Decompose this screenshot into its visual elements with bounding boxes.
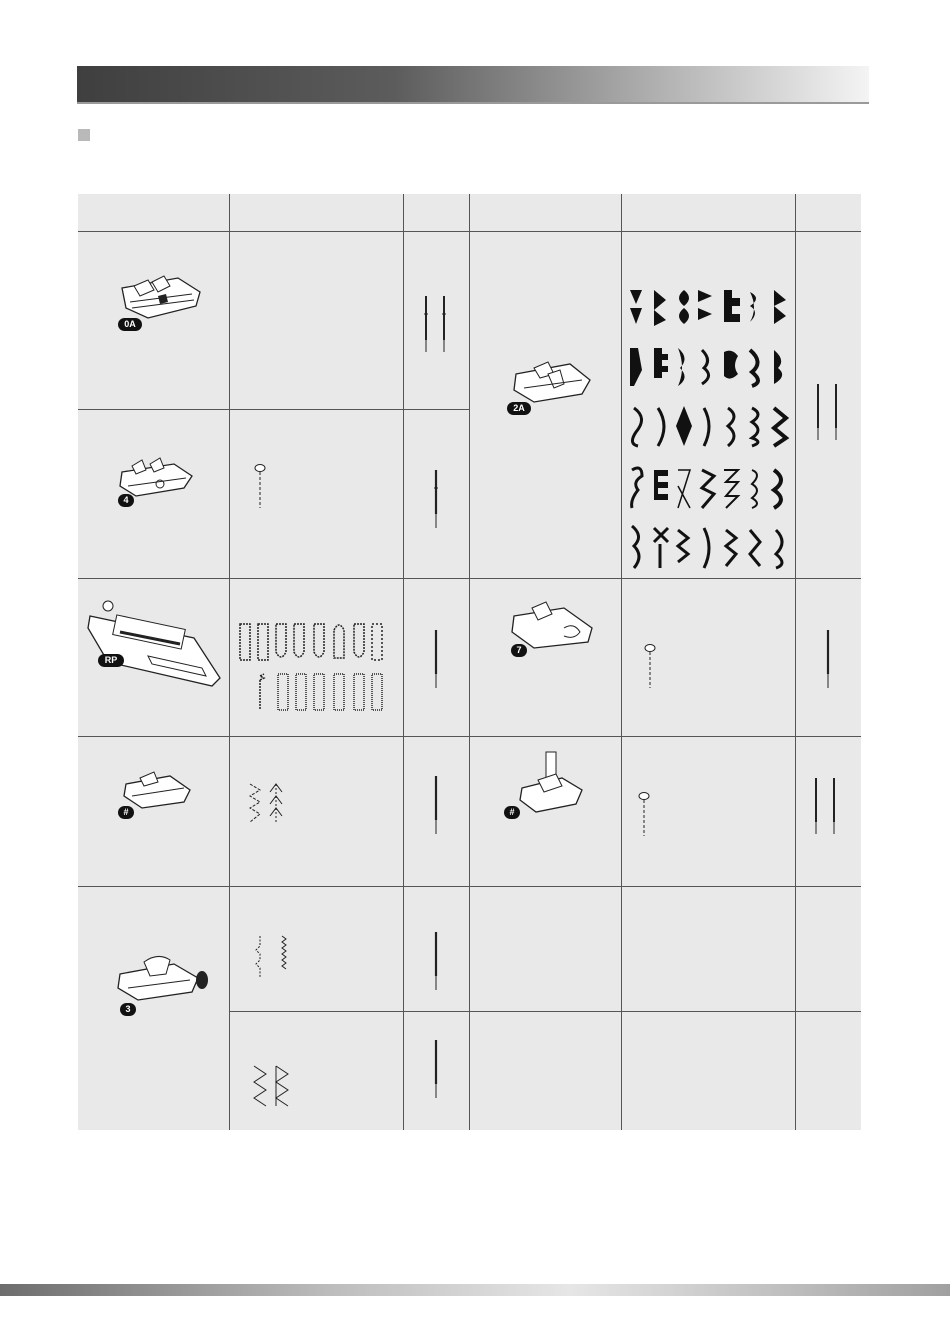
twin-needle-icon [808, 774, 844, 838]
foot-badge-2a: 2A [507, 402, 531, 415]
foot-badge-3: 3 [120, 1003, 136, 1016]
foot-badge-4: 4 [118, 494, 134, 507]
foot-badge-hash-left: # [118, 806, 134, 819]
footer-bar [0, 1284, 950, 1296]
grid-line [78, 409, 469, 410]
single-needle-icon [426, 628, 446, 692]
foot-badge-0a: 0A [118, 318, 142, 331]
twin-needle-icon [418, 292, 454, 356]
decorative-stitch-grid-icon [628, 286, 792, 572]
presser-foot-table [78, 194, 861, 1130]
section-bullet [78, 129, 90, 141]
grid-line [78, 886, 861, 887]
col-header-stitch-right [622, 194, 795, 231]
grid-line [403, 194, 404, 1130]
col-header-needle-right [796, 194, 861, 231]
grid-line [78, 578, 861, 579]
col-header-foot-right [470, 194, 621, 231]
single-needle-icon [818, 628, 838, 692]
grid-line [229, 194, 230, 1130]
grid-line [469, 194, 470, 1130]
single-needle-icon [426, 1038, 446, 1102]
col-header-stitch-left [230, 194, 403, 231]
grid-line [78, 231, 861, 232]
header-bar [77, 66, 869, 102]
presser-foot-hash-right-icon [512, 750, 592, 820]
single-needle-icon [426, 930, 446, 994]
grid-line [78, 736, 861, 737]
grid-line [795, 194, 796, 1130]
grid-line [230, 1011, 861, 1012]
foot-badge-hash-right: # [504, 806, 520, 819]
buttonhole-stitch-icons [238, 622, 398, 718]
straight-stitch-icon [644, 642, 660, 690]
single-needle-icon [426, 774, 446, 838]
zigzag-stitch-icon [252, 1064, 292, 1110]
foot-badge-7: 7 [511, 644, 527, 657]
grid-line [621, 194, 622, 1130]
straight-stitch-icon [254, 462, 270, 510]
straight-stitch-icon [638, 790, 654, 838]
col-header-needle-left [404, 194, 469, 231]
col-header-foot-left [78, 194, 229, 231]
overcast-stitch-icon [248, 782, 288, 830]
blind-hem-stitch-icon [256, 934, 292, 980]
buttonhole-foot-rp-icon [84, 594, 224, 694]
foot-badge-rp: RP [98, 654, 124, 667]
single-needle-icon [426, 468, 446, 532]
header-rule [77, 102, 869, 104]
twin-needle-icon [810, 380, 846, 444]
